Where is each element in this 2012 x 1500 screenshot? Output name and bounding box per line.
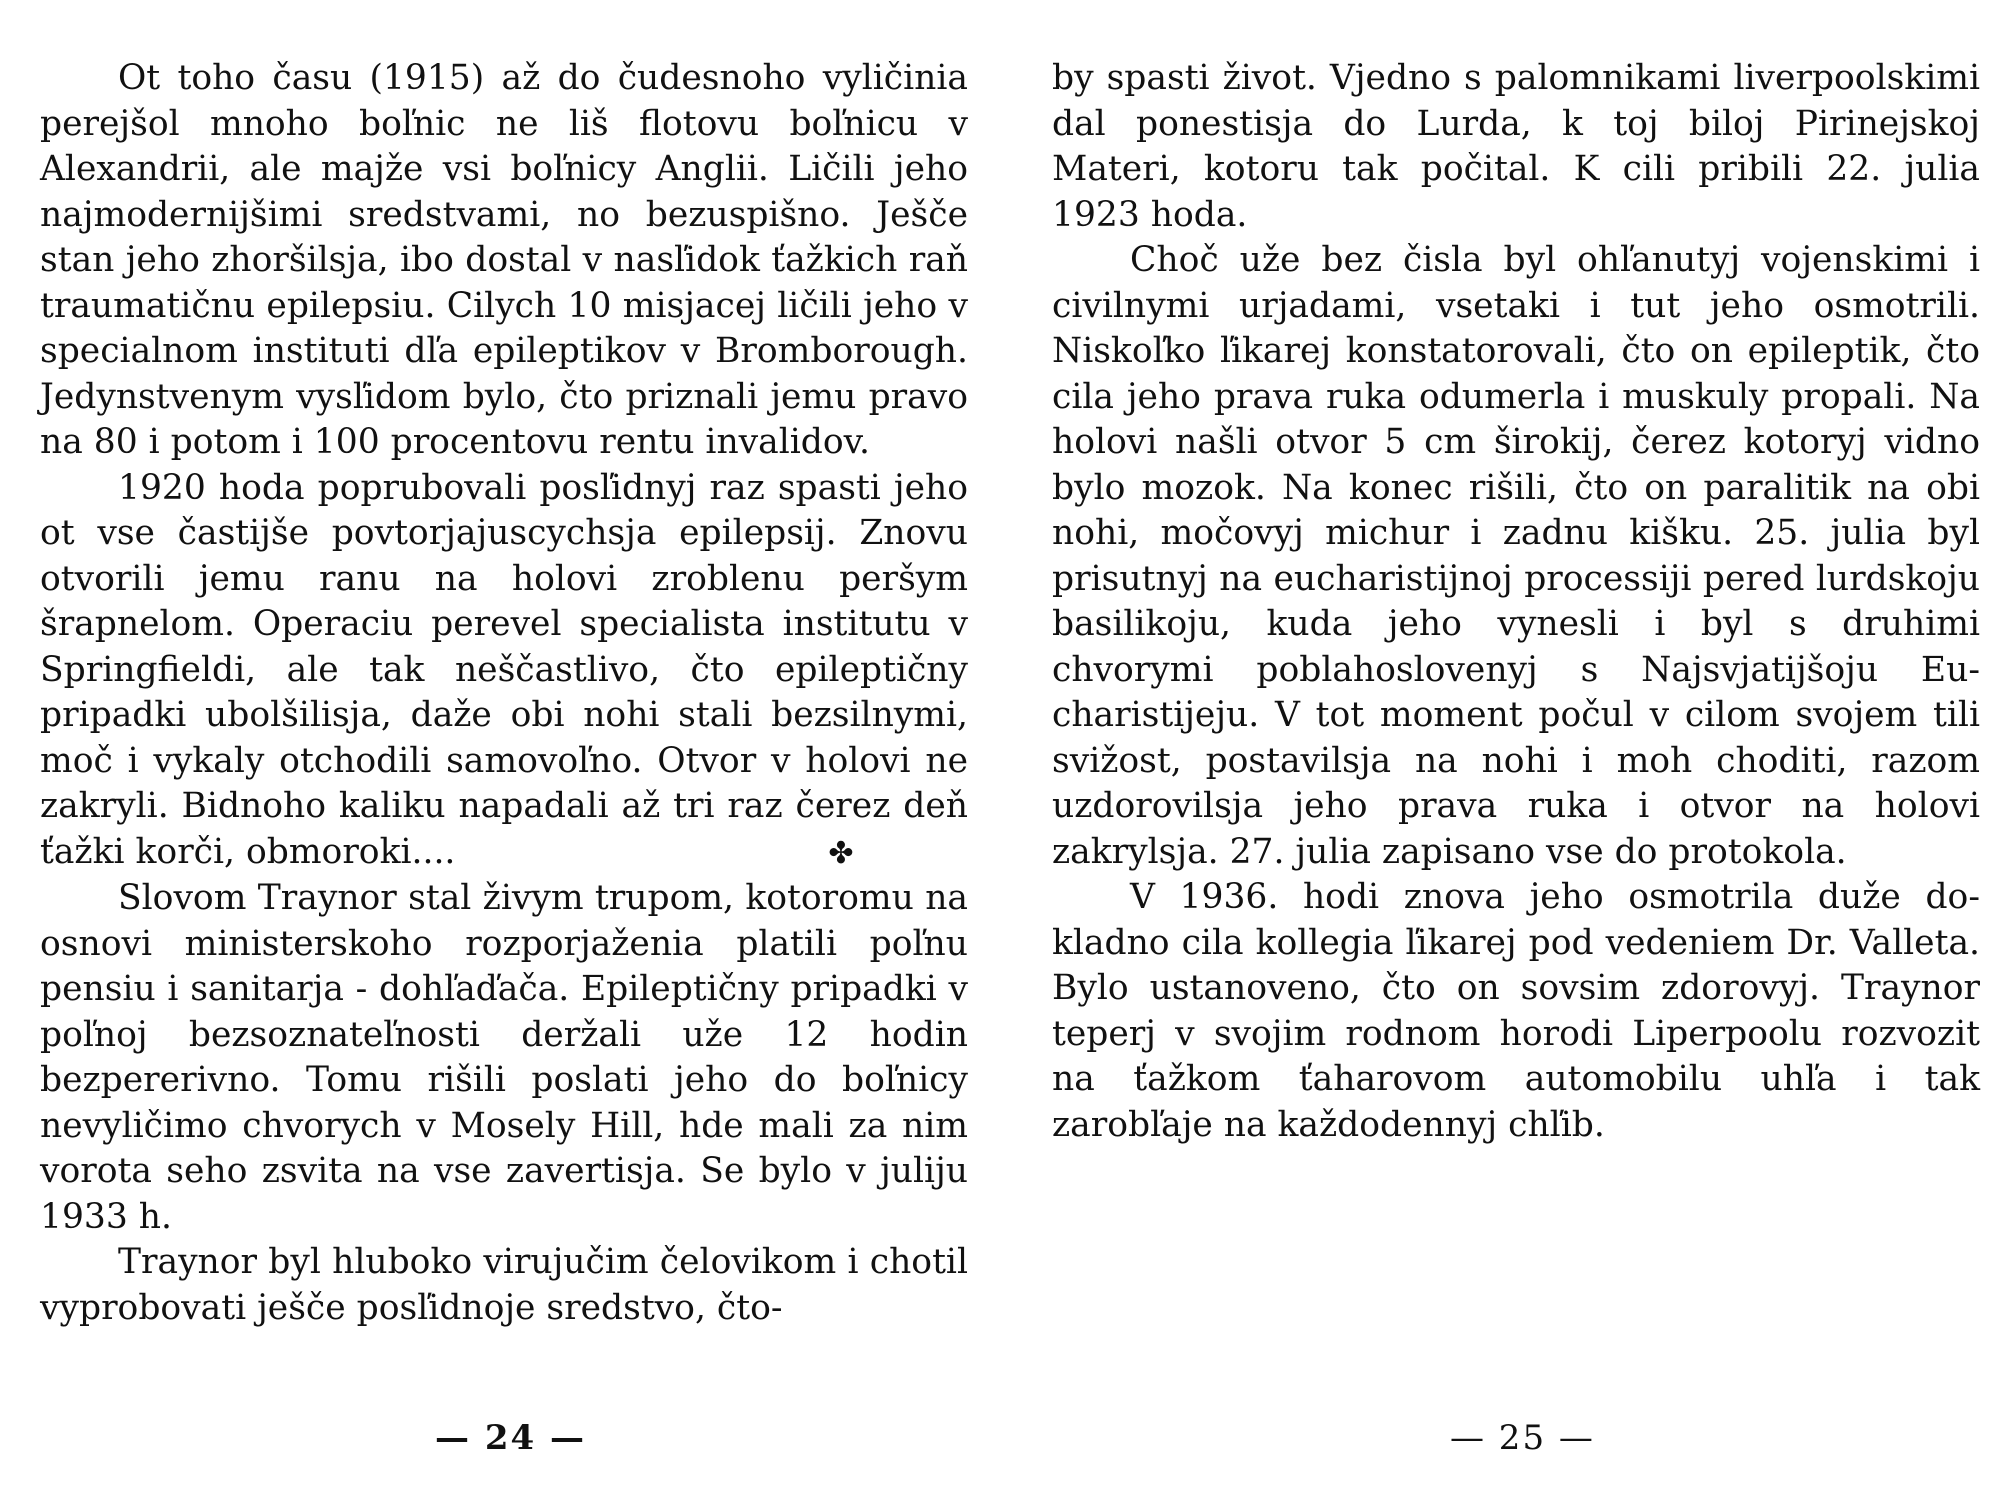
paragraph: Choč uže bez čisla byl ohľanutyj vojenskimi i civilnymi urjadami, vsetaki i tut jeho osmotrili. Niskoľko ľikarej konstatorovali, čto on epileptik, čto cila jeho prava ruka odumerla i muskuly propali. Na holovi našli otvor 5 cm širokij, čerez kotoryj vidno bylo mozok. Na konec rišili, čto on paralitik na obi nohi, močovyj michur i zadnu kišku. 25. julia byl prisutnyj na eucharistijnoj processiji pered lurdskoju basilikoju, kuda jeho vynesli i byl s druhimi chvorymi poblahoslovenyj s Najsvjatijšoju Eucharistijeju. V tot moment počul v cilom svojem tili svižost, postavilsja na nohi i moh choditi, razom uzdorovilsja jeho prava ruka i otvor na holovi zakrylsja. 27. julia zapisano vse do protokola. [1052,240,1980,872]
ornament-icon: ✤ [828,835,854,871]
paragraph-text: 1920 hoda poprubovali posľidnyj raz spasti jeho ot vse častijše povtorjajuscychsja epilepsij. Znovu otvorili jemu ranu na holovi zroblenu peršym šrapnelom. Operaciu perevel specialista institutu v Springfieldi, ale tak neščastlivo, čto epileptičny pripadki ubolšilisja, daže obi nohi stali bezsilnymi, moč i vykaly otchodili samovoľno. Otvor v holovi ne zakryli. Bidnoho kaliku napadali až tri raz čerez deň ťažki korči, obmoroki.... [40,467,968,872]
paragraph: Ot toho času (1915) až do čudesnoho vyličinia perejšol mnoho boľnic ne liš flotovu boľnicu v Alexandrii, ale majže vsi boľnicy Anglii. Ličili jeho najmodernijšimi sredstvami, no bezuspišno. Ješče stan jeho zhoršilsja, ibo dostal v nasľidok ťažkich raň traumatičnu epilepsiu. Cilych 10 misjacej ličili jeho v specialnom instituti dľa epileptikov v Bromborough. Jedynstvenym vysľidom bylo, čto priznali jemu pravo na 80 i potom i 100 procentovu rentu invalidov. [40,58,968,462]
paragraph: V 1936. hodi znova jeho osmotrila duže dokladno cila kollegia ľikarej pod vedeniem Dr. Valleta. Bylo ustanoveno, čto on sovsim zdorovyj. Traynor teperj v svojim rodnom horodi Liperpoolu rozvozit na ťažkom ťaharovom automobilu uhľa i tak zarobľaje na každodennyj chľib. [1052,877,1980,1145]
paragraph [40,466,968,877]
page-number-right: — 25 — [1450,1418,1595,1458]
page-number-left: — 24 — [435,1418,586,1458]
paragraph: by spasti život. Vjedno s palomnikami liverpoolskimi dal ponestisja do Lurda, k toj biloj Pirinejskoj Materi, kotoru tak počital. K cili pribili 22. julia 1923 hoda. [1052,58,1980,235]
paragraph: Slovom Traynor stal živym trupom, kotoromu na osnovi ministerskoho rozporjaženia platili poľnu pensiu i sanitarja - dohľaďača. Epileptičny pripadki v poľnoj bezsoznateľnosti deržali uže 12 hodin bezpererivno. Tomu rišili poslati jeho do boľnicy nevyličimo chvorych v Mosely Hill, hde mali za nim vorota seho zsvita na vse zavertisja. Se bylo v juliju 1933 h. [40,878,968,1237]
right-page [1052,56,1980,1148]
left-page [40,56,968,1331]
paragraph: Traynor byl hluboko virujučim čelovikom i chotil vyprobovati ješče posľidnoje sredstvo, čto- [40,1242,968,1328]
